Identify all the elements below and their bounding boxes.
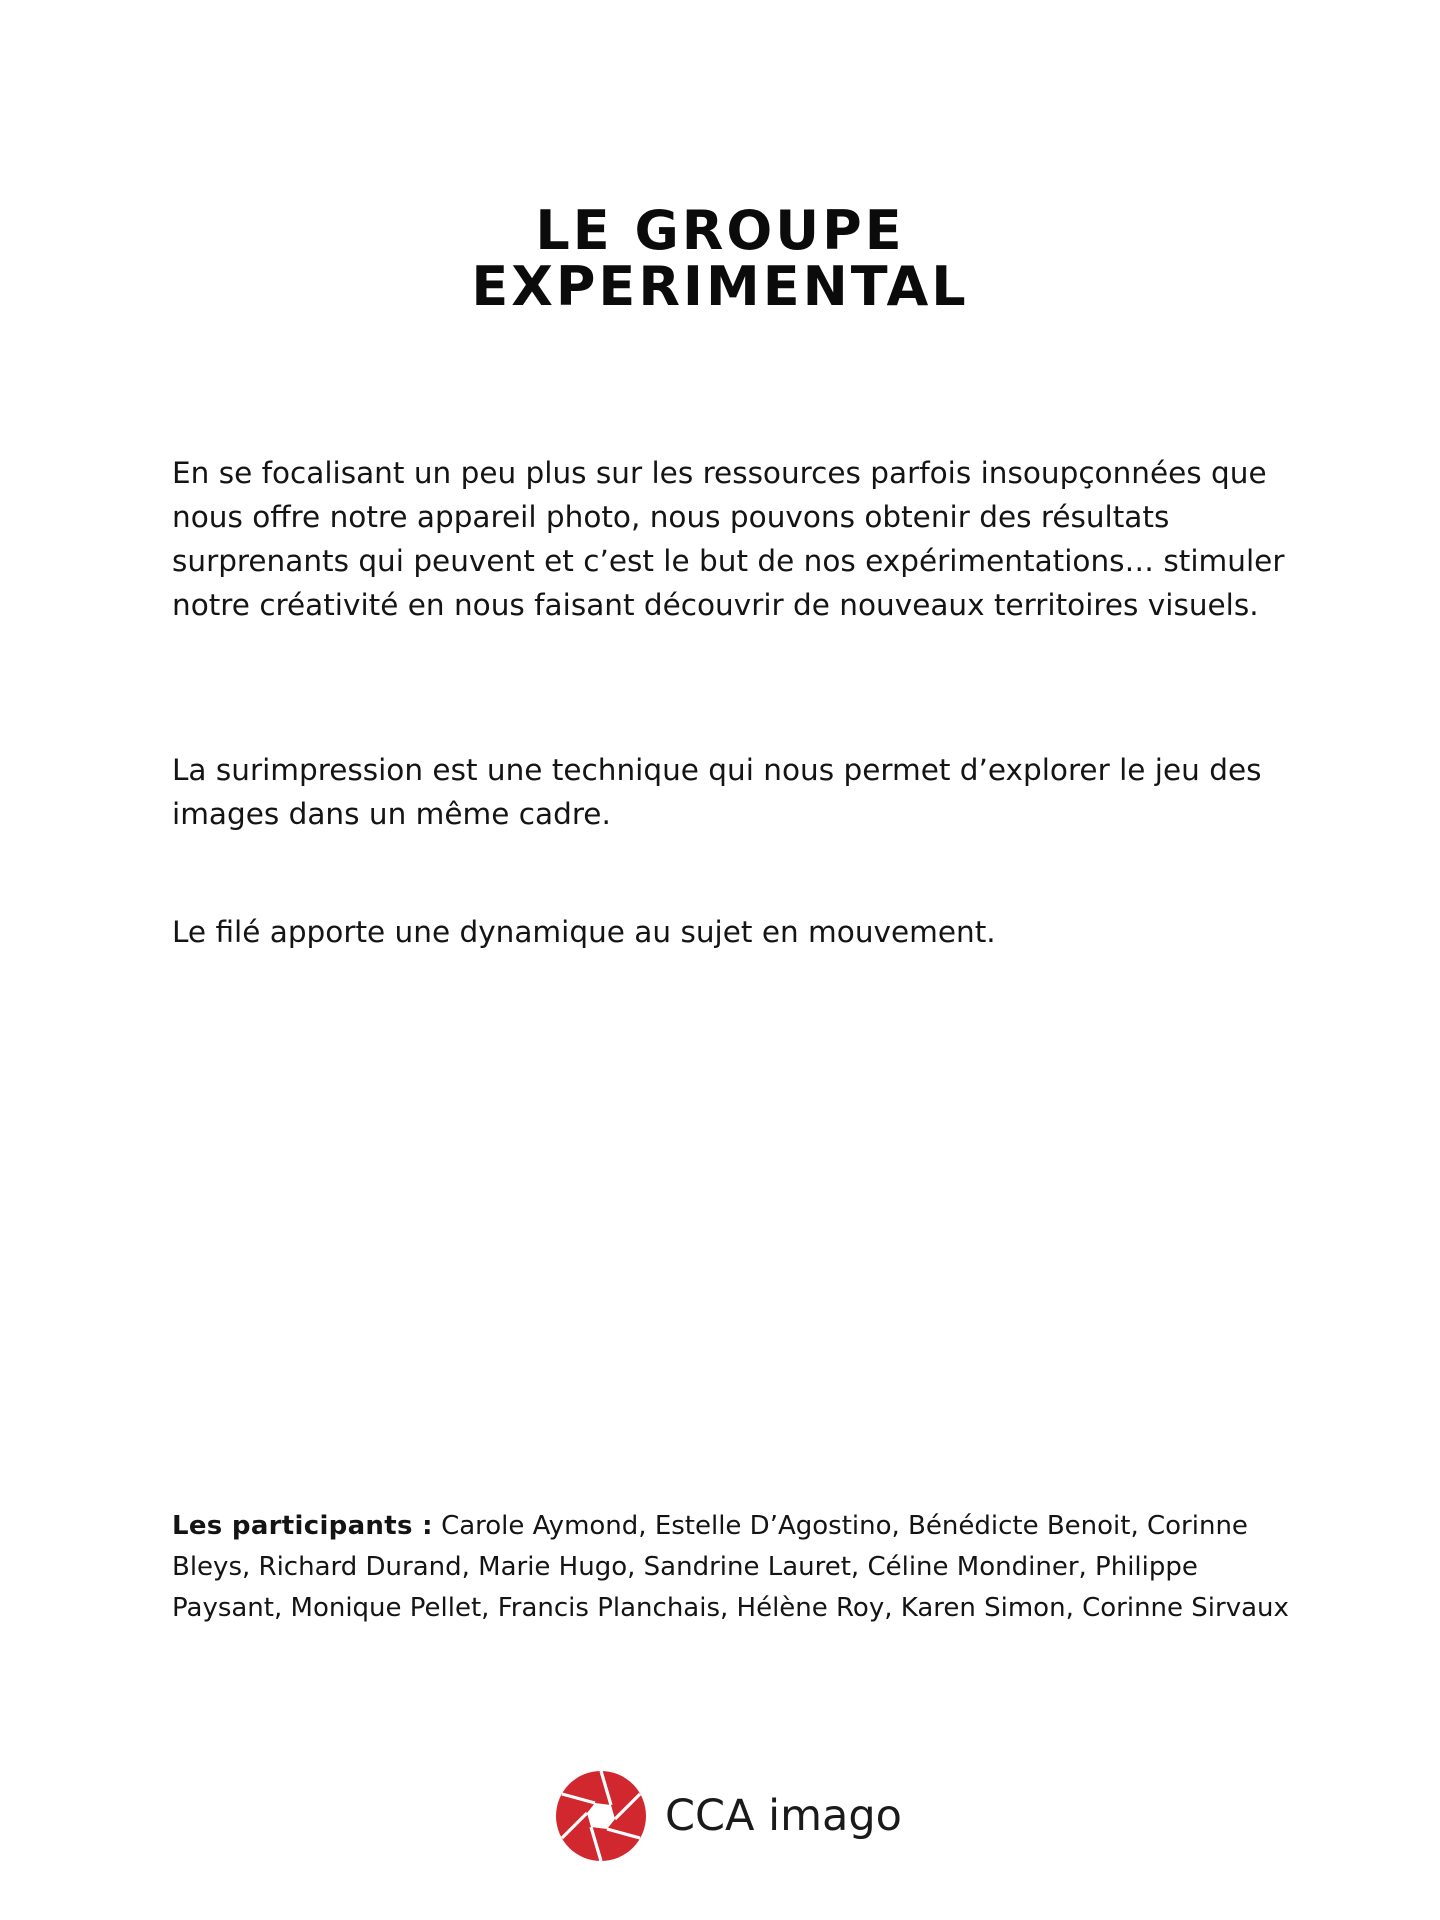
intro-paragraph-1: En se focalisant un peu plus sur les ressources parfois insoupçonnées que nous offre notre appareil photo, nous pouvons obtenir des résultats surprenants qui peuvent et c’est le but de nos expérimentations… stimuler notre créativité en nous faisant découvrir de nouveaux territoires visuels. [172, 456, 1285, 622]
participants-list [172, 1506, 1312, 1629]
cca-imago-logo [555, 1770, 955, 1862]
logo-text: CCA imago [665, 1791, 902, 1841]
camera-aperture-icon [555, 1770, 647, 1862]
participants-label: Les participants : [172, 1511, 433, 1541]
intro-paragraph-3: Le filé apporte une dynamique au sujet en mouvement. [172, 915, 996, 949]
title-line-1: LE GROUPE [535, 199, 905, 262]
participants-names: Carole Aymond, Estelle D’Agostino, Bénédicte Benoit, Corinne Bleys, Richard Durand, Marie Hugo, Sandrine Lauret, Céline Mondiner, Philippe Paysant, Monique Pellet, Francis Planchais, Hélène Roy, Karen Simon, Corinne Sirvaux [172, 1511, 1289, 1623]
intro-paragraph-2: La surimpression est une technique qui nous permet d’explorer le jeu des images dans un même cadre. [172, 753, 1262, 831]
page-title [0, 199, 1440, 318]
title-line-2: EXPERIMENTAL [471, 255, 969, 318]
